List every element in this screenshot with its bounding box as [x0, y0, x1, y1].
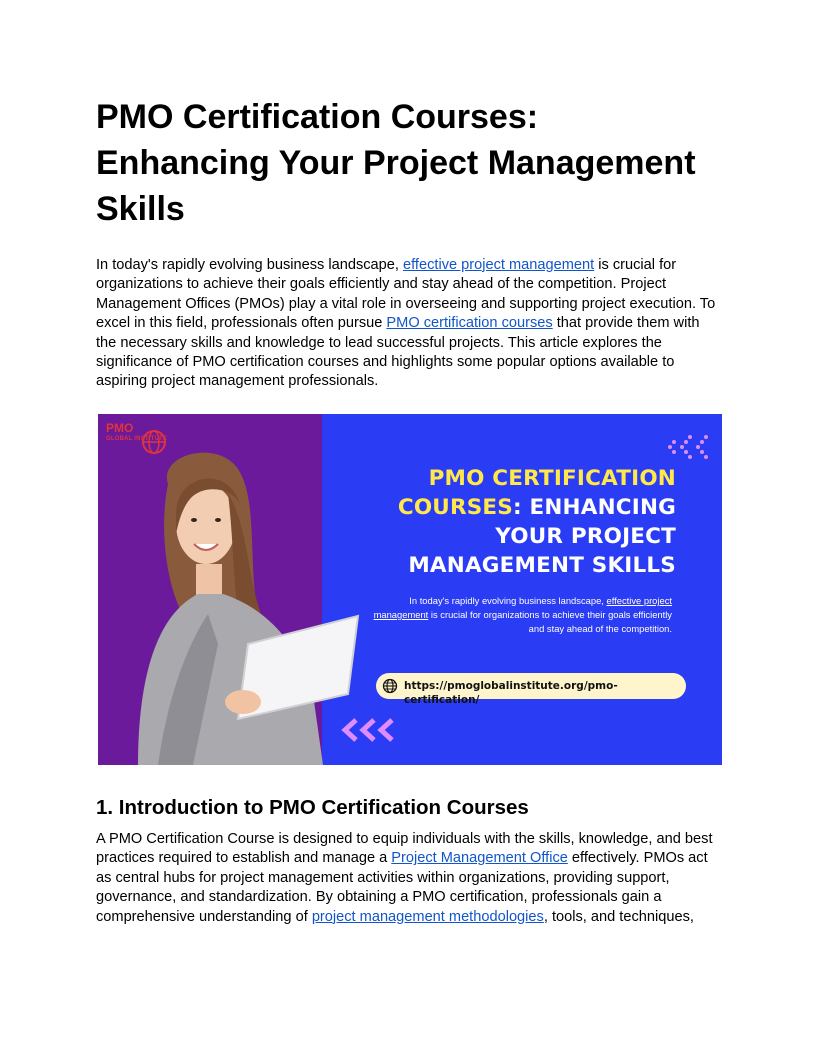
intro-text-3: that provide them with the necessary skills and knowledge to lead successful projects. This article explores the significance of PMO certification courses and highlights some popular options available to aspiring project management professionals. [96, 315, 700, 390]
title-line-3: Skills [96, 190, 185, 228]
project-management-office-link[interactable]: Project Management Office [391, 850, 568, 867]
banner-headline-line-4: MANAGEMENT SKILLS [408, 553, 676, 578]
project-management-methodologies-link[interactable]: project management methodologies [311, 908, 544, 925]
section-heading: 1. Introduction to PMO Certification Courses [96, 796, 529, 819]
banner-headline-line-1: PMO CERTIFICATION [428, 466, 676, 491]
banner-headline-line-2 [346, 493, 676, 522]
promo-banner-image [98, 414, 722, 765]
section-text-1: A PMO Certification Course is designed to equip individuals with the skills, knowledge, and best practices required to establish and manage a [96, 831, 713, 867]
banner-headline-yellow-2: COURSES [397, 495, 513, 520]
banner-headline-white-2: : ENHANCING [512, 495, 676, 520]
banner-headline-line-3: YOUR PROJECT [495, 524, 676, 549]
logo-text: PMO [106, 421, 134, 435]
page-title [96, 94, 722, 232]
section-paragraph [96, 830, 722, 927]
woman-with-tablet-illustration [98, 444, 378, 765]
banner-description [362, 594, 672, 636]
chevrons-right-icon [664, 432, 712, 462]
banner-desc-text-1: In today's rapidly evolving business landscape, [409, 595, 607, 606]
banner-headline [346, 464, 676, 580]
banner-desc-link: effective project management [373, 595, 672, 620]
intro-text-1: In today's rapidly evolving business landscape, [96, 257, 404, 273]
banner-desc-text-2: is crucial for organizations to achieve their goals efficiently and stay ahead of the competition. [428, 609, 672, 634]
pmo-certification-courses-link[interactable]: PMO certification courses [386, 315, 553, 332]
logo-subtext: GLOBAL INSTITUTE [106, 436, 168, 442]
section-text-2: effectively. PMOs act as central hubs for project management activities within organizations, providing support, governance, and standardization. By obtaining a PMO certification, professionals gain a comprehensive understanding of [96, 850, 708, 925]
intro-text-2: is crucial for organizations to achieve their goals efficiently and stay ahead of the competition. Project Management Offices (PMOs) play a vital role in overseeing and supporting project execution. To excel in this field, professionals often pursue [96, 257, 716, 332]
chevrons-left-icon [338, 717, 400, 743]
banner-url-pill [376, 673, 686, 706]
banner-url-text: https://pmoglobalinstitute.org/pmo-certification/ [404, 680, 618, 706]
title-line-1: PMO Certification Courses: [96, 98, 539, 136]
intro-paragraph [96, 256, 722, 392]
title-line-2: Enhancing Your Project Management [96, 144, 696, 182]
section-text-3: , tools, and techniques, [543, 908, 694, 925]
globe-icon [382, 678, 398, 694]
effective-project-management-link[interactable]: effective project management [403, 257, 595, 273]
